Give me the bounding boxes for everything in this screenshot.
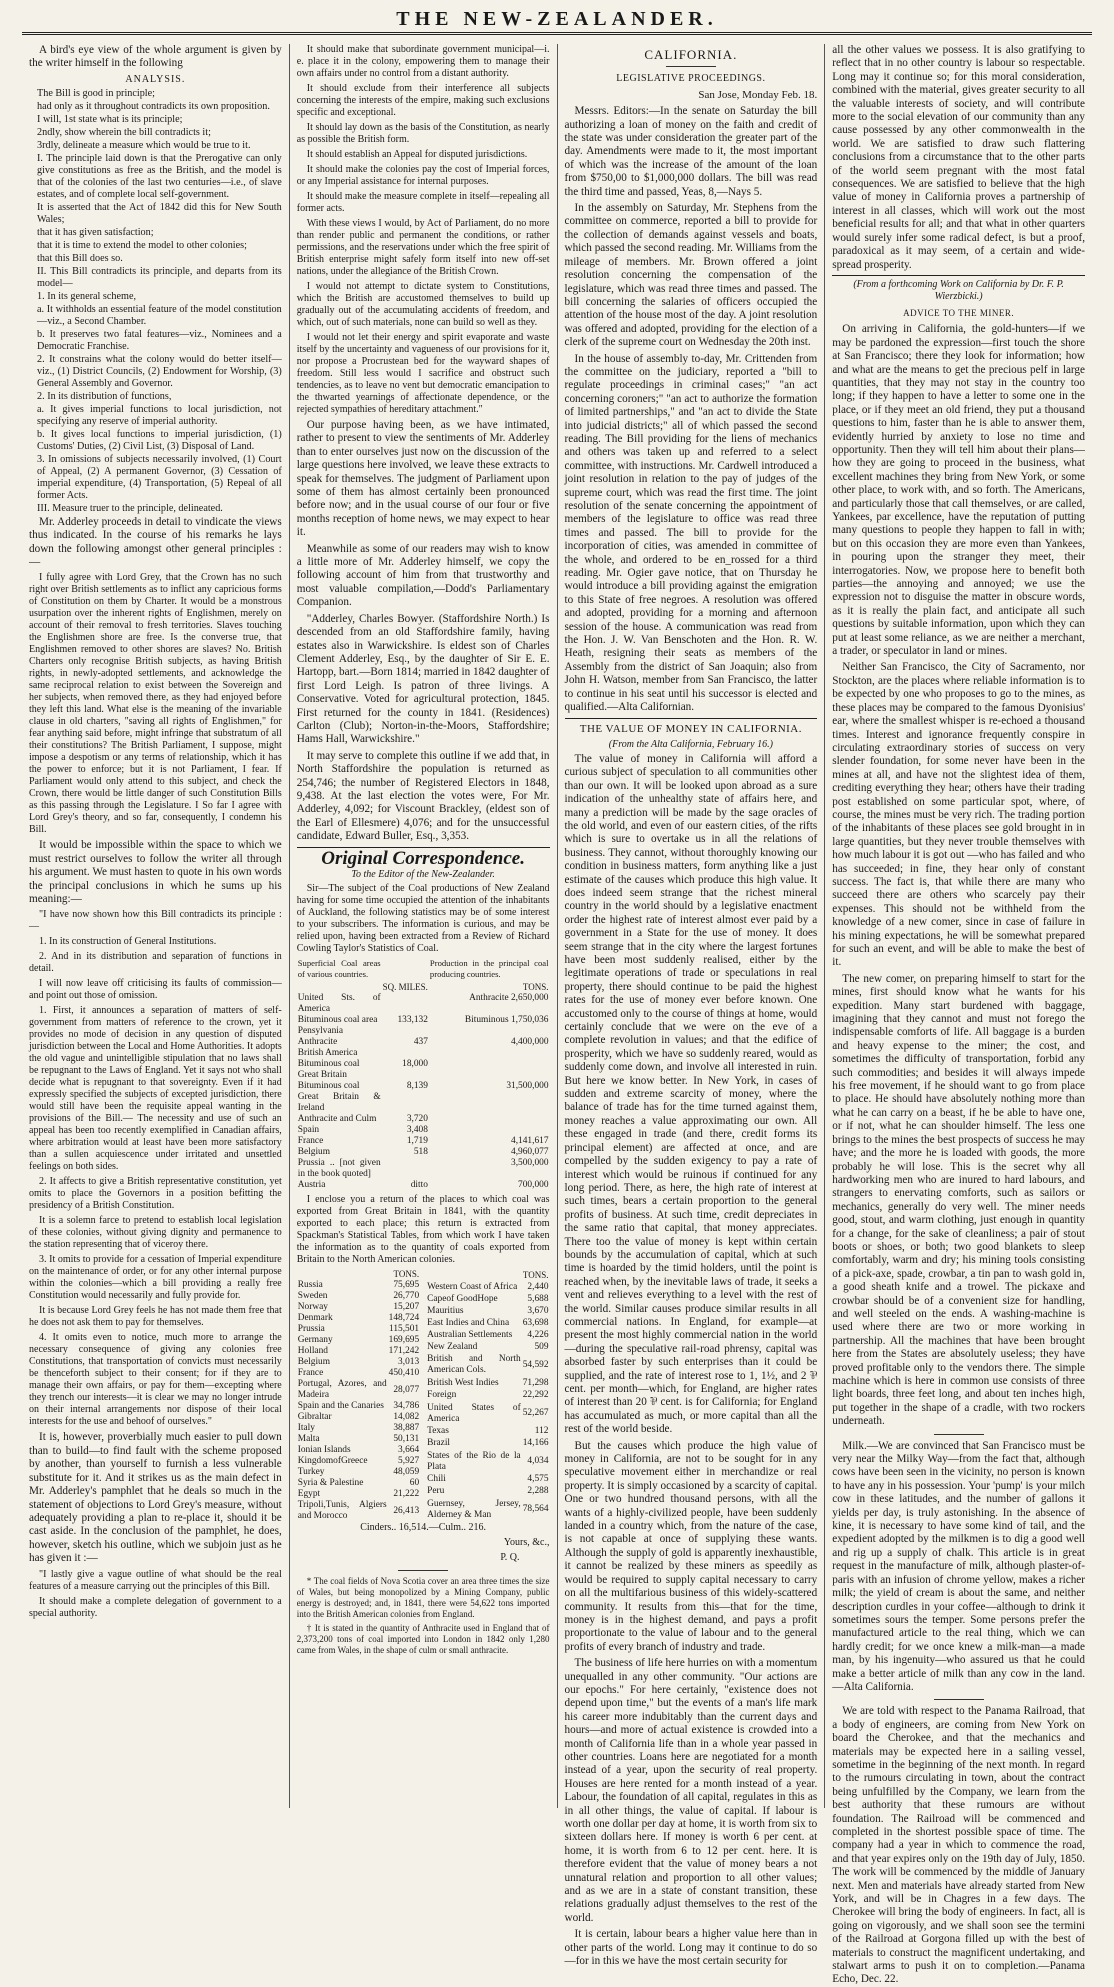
separator	[934, 1699, 984, 1700]
analysis-heading: ANALYSIS.	[125, 73, 186, 85]
analysis-item: b. It gives local functions to imperial jurisdiction, (1) Customs' Duties, (2) Civil List, (3) Disposal of Land.	[37, 428, 282, 452]
col1-quote: It should make a complete delegation of government to a special authority.	[29, 1595, 282, 1619]
export-row	[297, 1280, 420, 1291]
table-unit: SQ. MILES.	[382, 982, 428, 992]
table-cell-area	[382, 1048, 429, 1059]
table-cell-production	[429, 1114, 550, 1125]
signoff: P. Q.	[500, 1552, 520, 1564]
col3-paragraph: It is certain, labour bears a higher value here than in other parts of the world. Long may it continue to do so—for in this we have the most certain security for	[564, 1928, 818, 1968]
table-row	[297, 1015, 550, 1026]
table-unit: TONS.	[522, 982, 549, 992]
analysis-item: I will, 1st state what is its principle;	[37, 113, 183, 125]
export-row	[297, 1335, 420, 1346]
exports-right-table	[426, 1269, 549, 1522]
export-row	[297, 1313, 420, 1324]
export-tons: 14,082	[393, 1412, 420, 1422]
table-cell-country: Spain	[297, 1125, 320, 1135]
export-row	[426, 1389, 549, 1401]
col2-item: It should make that subordinate government municipal—i. e. place it in the colony, empowering them to manage their own affairs under no control from a distant authority.	[296, 44, 550, 79]
export-place: British West Indies	[427, 1377, 499, 1388]
export-tons: 38,887	[393, 1423, 420, 1433]
export-row	[297, 1412, 420, 1423]
col2-item: It should make the colonies pay the cost of Imperial forces, or any Imperial assistance for internal purposes.	[296, 164, 550, 187]
export-tons: 4,226	[527, 1329, 549, 1340]
masthead-rule	[22, 32, 1092, 35]
col1-quote: "I lastly give a vague outline of what should be the real features of a measure carrying out the principles of this Bill.	[29, 1568, 282, 1592]
col1-intro: A bird's eye view of the whole argument is given by the writer himself in the following	[29, 44, 282, 70]
columns	[22, 44, 1092, 1986]
table-cell-country: Bituminous coal area	[297, 1015, 378, 1025]
table-cell-production	[429, 1048, 550, 1059]
col2-paragraph: Meanwhile as some of our readers may wish to know a little more of Mr. Adderley himself, we copy the following account of him from that trustworthy and most valuable compilation,—Dodd's Parliamentary Companion.	[296, 542, 550, 609]
table-cell-production	[429, 1059, 550, 1070]
export-place: Tripoli,Tunis, Algiers and Morocco	[297, 1500, 387, 1521]
analysis-item: 2. It constrains what the colony would do better itself—viz., (1) District Councils, (2) Endowment for Worship, (3) General Assembly and Governor.	[37, 353, 282, 389]
export-place: Gibraltar	[297, 1412, 332, 1422]
export-place: Belgium	[297, 1357, 331, 1367]
legislative-heading: LEGISLATIVE PROCEEDINGS.	[616, 73, 766, 85]
export-tons: 2,440	[527, 1281, 549, 1292]
export-row	[297, 1467, 420, 1478]
table-cell-country: Great Britain	[297, 1070, 347, 1080]
export-place: Denmark	[297, 1313, 333, 1323]
table-cell-country: France	[297, 1136, 324, 1146]
table-row	[297, 1092, 550, 1114]
col1-quote-item: It is a solemn farce to pretend to establish local legislation of these colonies, without giving dignity and permanence to the station representing that of viceroy there.	[29, 1215, 282, 1251]
table-cell-country: Bituminous coal	[297, 1081, 360, 1091]
export-tons: 3,013	[398, 1357, 420, 1367]
analysis-item: 3rdly, delineate a measure which would be true to it.	[37, 139, 251, 151]
table-cell-country: Prussia .. [not given in the book quoted]	[297, 1158, 381, 1179]
column-2	[290, 44, 558, 1808]
col2-item: It should exclude from their interference all subjects concerning the interests of the empire, making such exclusions specific and exceptional.	[296, 83, 550, 118]
export-tons: 60	[409, 1478, 420, 1488]
export-place: Spain and the Canaries	[297, 1401, 384, 1411]
export-place: Mauritius	[427, 1305, 464, 1316]
col2-item: I would not attempt to dictate system to Constitutions, which the British are accustomed themselves to build up gradually out of the accumulating accidents of freedom, and which, out of such materials, none can build so well as they.	[296, 281, 550, 328]
col4-paragraph: The new comer, on preparing himself to start for the mines, first should know what he wants for his expedition. Many start burdened with baggage, imagining that they cannot and must not forego the indispensable comforts of life. All baggage is a burden and heavy expense to the miner; the cost, and sometimes the difficulty of transportation, forbid any such commodities; and besides it will always impede his free movement, if he should want to go from place to place. He should have absolutely nothing more than what he can carry on a beast, if he be able to have one, or if not, what he can shoulder himself. The less one brings to the mines the best prospects of success he may have; and the more he is loaded with goods, the more probably he will lose. This is the secret why all hardworking men who are inured to hard labours, and strangers to enervating comforts, such as sailors or mechanics, generally do very well. The miner needs good, stout, and warm clothing, just enough in quantity for a change, for the sake of cleanliness; a pair of stout boots or shoes, or both; two good blankets to sleep comfortably, warm and dry; his mining tools consisting of a pick-axe, spade, crowbar, a tin pan to wash gold in, a good sheath knife and a trowel. The pickaxe and crowbar should be of a convenient size for handling, and well steeled on the ends. A washing-machine is used where there are two or more working in partnership. All the machines that have been brought here from the States are absolutely useless; they have proved profitable only to the vendors there. The simple machine which is here in common use consists of three light boards, three feet long, and about ten inches high, put together in the shape of a cradle, with two rockers underneath.	[832, 972, 1085, 1428]
export-tons: 52,267	[522, 1408, 549, 1419]
table-row	[297, 1114, 550, 1125]
export-tons: 15,207	[393, 1302, 420, 1312]
export-place: Capeof GoodHope	[427, 1293, 498, 1304]
railroad-paragraph: We are told with respect to the Panama Railroad, that a body of engineers, are coming from New York on board the Cherokee, and that the mechanics and materials may be expected here in a sailing vessel, sometime in the beginning of the next month. In regard to the rumours circulating in town, about the contract being unfulfilled by the Company, we learn from the best authority that these rumours are without foundation. The Railroad will be commenced and completed in the shortest possible space of time. The company had a year in which to commence the road, and that year expires only on the 19th day of July, 1850. The work will be commenced by the middle of January next. Men and materials have already started from New York, and will be in Chagres in a few days. The Cherokee will bring the body of engineers. In fact, all is going on vigorously, and we shall soon see the termini of the Railroad at Gorgona filled up with the best of materials to construct the magnificent undertaking, and stalwart arms to push it on to completion.—Panama Echo, Dec. 22.	[832, 1705, 1085, 1986]
export-tons: 450,410	[388, 1368, 420, 1378]
export-tons: 54,592	[522, 1359, 549, 1370]
export-tons: 4,575	[527, 1474, 549, 1485]
table-cell-area: 18,000	[402, 1059, 428, 1069]
analysis-item: that it has given satisfaction;	[37, 226, 154, 238]
col3-paragraph: The value of money in California will afford a curious subject of speculation to all communities other than our own. It will be looked upon abroad as a sure indication of the unhealthy state of affairs here, and many a prediction will be made by the sage oracles of the old world, and even of our eastern cities, of the rifts which is sure to overtake us in all the relations of business. They cannot, without thoroughly knowing our condition in business matters, form anything like a just estimate of the causes which produce this high value. It does indeed seem strange that the richest mineral country in the world should by a legislative enactment order the highest rate of interest almost ever paid by a government in a State for the use of money. It does seem strange that in the city where the largest fortunes have been most suddenly realised, either by the legitimate operations of trade or speculations in real property, there should continue to be paid the highest rates for the use of money ever before known. One accustomed only to the course of things at home, would certainly conclude that we were on the eve of a complete revolution in values; and that the edifice of prosperity, which we have so suddenly reared, would as suddenly come down, and involve all interested in ruin. But here we know better. In New York, in cases of sudden and extreme scarcity of money, where the balance of trade has for the time turned against them, money reaches a value approximating our own. All these engaged in trade (and there, credit forms its principal element) are affected at once, and are compelled by the sudden exigency to pay a rate of interest which would be ruinous if continued for any long period. There, as here, the high rate of interest at such times, bears a certain proportion to the general profits of business. At such time, credit depreciates in the same ratio that capital, that money appreciates. There too the value of money is kept within certain bounds by the accumulation of capital, which at such time is hoarded by the timid holders, until the point is reached when, by the inevitable laws of trade, it seeks a vent and relieves everything to a level with the rest of the world. Similar causes produce similar results in all commercial nations. In England, for example—at present the most highly commercial nation in the world—during the speculative rail-road phrensy, capital was absorbed faster by such enterprises than it could be supplied, and the rate of interest rose to 1, 1½, and 2 ⅌ cent. per month—which, for England, are higher rates of interest than 20 ⅌ cent. is for California; for England has accumulated as much, or more capital than all the rest of the world beside.	[564, 752, 818, 1436]
export-row	[297, 1456, 420, 1467]
table-header: Superficial Coal areas of various countries.	[297, 958, 381, 979]
export-place: Holland	[297, 1346, 328, 1356]
coal-area-table	[297, 958, 550, 1191]
analysis-item: III. Measure truer to the principle, delineated.	[37, 502, 223, 514]
export-tons: 78,564	[522, 1504, 549, 1515]
masthead: THE NEW-ZEALANDER.	[396, 8, 718, 30]
table-row	[297, 1180, 550, 1191]
export-place: Egypt	[297, 1489, 321, 1499]
table-cell-country: Anthracite and Culm	[297, 1114, 377, 1124]
export-place: KingdomofGreece	[297, 1456, 368, 1466]
col4-paragraph: On arriving in California, the gold-hunters—if we may be pardoned the expression—first touch the shore at San Francisco; there they look for information; how and what are the means to get the precious pelf in large quantities, that they may not stay in the country too long; if they happen to have a letter to some one in the place, or if they meet an old friend, they put a thousand questions to him, faster than he is able to answer them, evidently hurried by anxiety to lose no time and opportunity. Then they will tell him about their plans—how they are going to proceed in the business, what excellent machines they bring from New York, or some other place, to work with, and so forth. The Americans, and particularly those that call themselves, or are called, Yankees, par excellence, have the reputation of putting many questions to people they happen to fall in with; but on this occasion they are more even than Yankees, in pouring upon the stranger they meet, their interrogatories. Now, we propose here to benefit both parties—the annoying and annoyed; we use the expression not to disguise the matter in obscure words, as it is really the plain fact, and anticipate all such questions by suitable information, upon which they can put at least some reliance, as we are neither a merchant, a trader, or speculator in land or mines.	[832, 323, 1085, 658]
export-tons: 115,501	[389, 1324, 420, 1334]
export-tons: 22,292	[522, 1389, 549, 1400]
column-1	[22, 44, 290, 1808]
analysis-item: had only as it throughout contradicts its own proposition.	[37, 100, 270, 112]
analysis-item: a. It gives imperial functions to local jurisdiction, not specifying any reserve of imperial authority.	[37, 403, 282, 427]
export-row	[297, 1423, 420, 1434]
export-place: Germany	[297, 1335, 333, 1345]
table-cell-area: 1,719	[406, 1136, 428, 1146]
analysis-item: a. It withholds an essential feature of the model constitution—viz., a Second Chamber.	[37, 303, 282, 327]
export-row	[297, 1346, 420, 1357]
export-row	[426, 1353, 549, 1377]
col2-paragraph: Our purpose having been, as we have intimated, rather to present to view the sentiments of Mr. Adderley than to enter ourselves just now on the discussion of the large questions here involved, we leave these extracts to speak for themselves. The judgment of Parliament upon some of them has almost certainly been pronounced before now; and in the usual course of our four or five months reception of home news, we may expect to hear it.	[296, 419, 550, 539]
export-tons: 3,670	[527, 1305, 549, 1316]
source-line: (From the Alta California, February 16.)	[608, 738, 773, 750]
export-place: New Zealand	[427, 1341, 478, 1352]
export-place: Australian Settlements	[427, 1329, 513, 1340]
table-row	[297, 1125, 550, 1136]
export-place: Western Coast of Africa	[427, 1281, 518, 1292]
table-cell-country: Anthracite	[297, 1037, 338, 1047]
col3-paragraph: The business of life here hurries on with a momentum unequalled in any other community. "Our actions are our epochs." For here certainly, "existence does not depend upon time," but the events of a man's life mark his career more indubitably than the current days and hours—and more of actual existence is crowded into a month of California life than in a whole year passed in other countries. Loans here are negotiated for a month instead of a year, upon the security of real property. Houses are here rented for a month instead of a year. Labour, the foundation of all capital, regulates in this as in all other things, the value of capital. If labour is worth one dollar per day at home, it is worth from six to sixteen dollars here. If money is worth 6 per cent. at home, it is worth from 6 to 12 per cent. here. It is therefore evident that the value of money bears a not unnatural relation and proportion to all other values; and as we are in a state of constant transition, these relations gradually adjust themselves to the rest of the world.	[564, 1657, 818, 1924]
table-row	[297, 1158, 550, 1180]
export-tons: 5,927	[398, 1456, 420, 1466]
export-place: Texas	[427, 1426, 449, 1437]
table-cell-area: 3,408	[406, 1125, 428, 1135]
advice-heading: ADVICE TO THE MINER.	[903, 307, 1015, 318]
export-row	[426, 1402, 549, 1426]
export-row	[297, 1324, 420, 1335]
analysis-item: II. This Bill contradicts its principle, and departs from its model—	[37, 265, 282, 289]
table-row	[297, 1136, 550, 1147]
export-tons: 171,242	[388, 1346, 420, 1356]
table-cell-production	[429, 1125, 550, 1136]
table-cell-area: 3,720	[406, 1114, 428, 1124]
export-place: Turkey	[297, 1467, 325, 1477]
table-cell-production: Anthracite 2,650,000	[469, 993, 549, 1003]
export-tons: 2,288	[527, 1486, 549, 1497]
table-row	[297, 1048, 550, 1059]
exports-total: Cinders.. 16,514.—Culm.. 216.	[360, 1522, 487, 1533]
col2-paragraph: It may serve to complete this outline if we add that, in North Staffordshire the population is returned as 254,746; the number of Registered Electors in 1848, 9,438. At the last election the votes were, For Mr. Adderley, 4,092; for Viscount Brackley, (eldest son of the Earl of Ellesmere) 4,076; and for the unsuccessful candidate, Edward Buller, Esq., 3,353.	[296, 749, 550, 843]
analysis-item: 1. In its general scheme,	[37, 290, 137, 302]
export-place: Malta	[297, 1434, 320, 1444]
export-place: East Indies and China	[427, 1317, 510, 1328]
yours: Yours, &c.,	[503, 1537, 550, 1548]
export-tons: 48,059	[393, 1467, 420, 1477]
table-cell-production	[429, 1070, 550, 1081]
export-row	[426, 1474, 549, 1486]
export-place: Norway	[297, 1302, 328, 1312]
export-place: Ionian Islands	[297, 1445, 351, 1455]
col4-paragraph: all the other values we possess. It is also gratifying to reflect that in no other country is labour so respectable. Long may it continue so; for this moral consideration, combined with the material, gives greater security to all the valuable interests of society, and will contribute more to the social elevation of our community than any cause possessed by any other commonwealth in the world. We are satisfied to draw such flattering conclusions from a circumstance that to the other parts of the world seem pregnant with the most fatal consequences. We are satisfied to believe that the high value of money in California proves a partnership of interest in all classes, which will work out the most beneficial results for all; and that what in other quarters would surely infer some radical defect, is but a proof, paradoxical as it may seem, of a certain and wide-spread prosperity.	[832, 44, 1085, 271]
table-row	[297, 1081, 550, 1092]
exports-tables	[297, 1269, 550, 1522]
col1-quote-item: 3. It omits to provide for a cessation of Imperial expenditure on the maintenance of order, or for any other internal purpose within the colonies—which a bill providing a really free Constitution would necessarily and fully provide for.	[29, 1254, 282, 1302]
export-tons: 34,786	[393, 1401, 420, 1411]
col1-quote-item: It is because Lord Grey feels he has not made them free that he does not ask them to pay for themselves.	[29, 1305, 282, 1329]
col1-quote-item: 1. In its construction of General Institutions.	[39, 936, 217, 948]
export-row	[426, 1377, 549, 1389]
table-cell-area: 437	[413, 1037, 428, 1047]
col1-quote-item: 2. It affects to give a British representative constitution, yet omits to place the Governors in a position befitting the presidency of a British Constitution.	[29, 1176, 282, 1212]
export-tons: 63,698	[522, 1317, 549, 1328]
col2-item: It should establish an Appeal for disputed jurisdictions.	[306, 149, 528, 160]
col2-item: It should lay down as the basis of the Constitution, as nearly as possible the British form.	[296, 122, 550, 145]
export-row	[297, 1291, 420, 1302]
table-row	[297, 1070, 550, 1081]
table-row	[297, 1037, 550, 1048]
export-tons: 21,222	[393, 1489, 420, 1499]
export-row	[297, 1401, 420, 1412]
section-rule	[565, 718, 818, 719]
letter-text: Sir—The subject of the Coal productions of New Zealand having for some time occupied the attention of the inhabitants of Auckland, the following statistics may be of some interest to your subscribers. The information is curious, and may be relied upon, having been extracted from a Review of Richard Cowling Taylor's Statistics of Coal.	[296, 883, 550, 954]
table-cell-production: 3,500,000	[511, 1158, 549, 1168]
export-tons: 75,695	[393, 1280, 420, 1290]
export-row	[426, 1341, 549, 1353]
export-tons: 50,131	[393, 1434, 420, 1444]
export-row	[426, 1305, 549, 1317]
section-rule	[832, 275, 1085, 276]
export-place: United States of America	[427, 1402, 521, 1424]
table-row	[297, 1026, 550, 1037]
col1-paragraph: Mr. Adderley proceeds in detail to vindicate the views thus indicated. In the course of his remarks he lays down the following amongst other general principles :—	[29, 515, 282, 569]
export-row	[426, 1450, 549, 1474]
export-row	[297, 1489, 420, 1500]
export-row	[297, 1500, 420, 1522]
export-place: Guernsey, Jersey, Alderney & Man	[427, 1498, 521, 1520]
col1-quote: "I have now shown how this Bill contradicts its principle :—	[29, 909, 282, 933]
table-cell-area	[382, 1070, 429, 1081]
export-tons: 509	[534, 1341, 549, 1352]
col3-paragraph: In the house of assembly to-day, Mr. Crittenden from the committee on the judiciary, reported a "bill to regulate proceedings in criminal cases;" "an act concerning coroners;" "an act to authorize the formation of limited partnerships," and "an act to divide the State into judicial districts;" all of which passed the second reading. The Bill providing for the liens of mechanics and others was taken up and referred to a select committee, with instructions. Mr. Cardwell introduced a joint resolution in relation to the pay of judges of the supreme court, which was read the first time. The joint resolution of the senate concerning the appointment of members of the legislature to office was read three times and passed. The bill to provide for the incorporation of cities, was amended in committee of the whole, and ordered to be en_rossed for a third reading. Mr. Ogier gave notice, that on Thursday he would introduce a bill providing against the emigration to this State of free negroes. A resolution was offered and adopted, providing for a morning and afternoon session of the house. A communication was read from the Hon. J. W. Van Benschoten and the Hon. R. W. Heath, resigning their seats as members of the Assembly from the district of San Joaquin; also from John H. Watson, member from San Francisco, the latter to continue in his seat until his successor is elected and qualified.—Alta Californian.	[564, 352, 818, 714]
milk-paragraph: Milk.—We are convinced that San Francisco must be very near the Milky Way—from the fact that, although cows have been seen in the vicinity, no person is known to have any in his possession. Your 'pump' is your milch cow in these latitudes, and the number of gallons it yields per day, is truly astonishing. In the absence of kine, it is necessary to have some kind of tail, and the expedient adopted by the milkmen is to dig a good well and rig up a supply of chalk. This article is in great request in the manufacture of milk, although plaster-of-paris with an infusion of chrome yellow, makes a richer milk; the yield of cream is about the same, and neither description curdles in your coffee—although to drink it sometimes sours the temper. Some persons prefer the manufactured article to the real thing, which we can hardly credit; for we once knew a milk-man—a made man, by his ingenuity—who assured us that he could make a better article of milk than any cow in the land.—Alta California.	[832, 1439, 1085, 1693]
export-place: Brazil	[427, 1438, 451, 1449]
col1-quote-item: 4. It omits even to notice, much more to arrange the necessary consequence of giving any colonies free Constitutions, that transportation of convicts must necessarily be thenceforth subject to their consent; for if they are to manage their own affairs, or pay for them—excepting where they trench our interests—it is clear we may no longer intrude on their internal arrangements nor dispose of their local interests for the use and behoof of ourselves."	[29, 1332, 282, 1428]
table-cell-area: 8,139	[406, 1081, 428, 1091]
export-row	[297, 1368, 420, 1379]
export-place: States of the Rio de la Plata	[427, 1450, 521, 1472]
export-place: Peru	[427, 1486, 445, 1497]
correspondence-heading: Original Correspondence.	[321, 847, 525, 869]
analysis-item: I. The principle laid down is that the Prerogative can only give constitutions as free as the British, and the model is that of the colonies of the last two centuries—i.e., of slave estates, and of complete local self-government.	[37, 152, 282, 200]
export-tons: 26,770	[393, 1291, 420, 1301]
separator	[398, 1570, 448, 1571]
col3-paragraph: Messrs. Editors:—In the senate on Saturday the bill authorizing a loan of money on the faith and credit of the state was under consideration the greater part of the day. Amendments were made to it, the most important of which was the increase of the amount of the loan from $750,00 to $1,000,000 dollars. The bill was read the third time and passed, Yeas, 8,—Nays 5.	[564, 105, 818, 198]
table-cell-country: Bituminous coal	[297, 1059, 360, 1069]
export-place: Syria & Palestine	[297, 1478, 364, 1488]
export-row	[426, 1438, 549, 1450]
footnote: * The coal fields of Nova Scotia cover an area three times the size of Wales, but being monopolized by a Mining Company, public energy is destroyed; and, in 1841, there were 54,622 tons imported into the British American colonies from England.	[296, 1575, 550, 1619]
table-header: Production in the principal coal producing countries.	[429, 958, 549, 979]
table-row	[297, 993, 550, 1015]
analysis-item: The Bill is good in principle;	[37, 87, 155, 99]
col3-paragraph: In the assembly on Saturday, Mr. Stephens from the committee on commerce, reported a bill to provide for the collection of demands against vessels and boats, which passed the second reading. Mr. Williams from the mileage of members. Mr. Brown offered a joint resolution concerning the compensation of the legislature, which was read three times and passed. The bill concerning the salaries of officers occupied the attention of the house most of the day. A joint resolution was offered and adopted, providing for the election of a clerk of the supreme court on Wednesday the 20th inst.	[564, 202, 818, 349]
export-row	[297, 1302, 420, 1313]
source-line: (From a forthcoming Work on California by Dr. F. P. Wierzbicki.)	[853, 278, 1064, 302]
california-heading: CALIFORNIA.	[644, 47, 738, 62]
export-tons: 14,166	[522, 1438, 549, 1449]
exports-left-table	[297, 1269, 420, 1522]
export-tons: 4,034	[527, 1456, 549, 1467]
col2-paragraph: "Adderley, Charles Bowyer. (Staffordshire North.) Is descended from an old Staffordshire family, having estates also in Warwickshire. Is eldest son of Charles Clement Adderley, Esq., by the daughter of Sir E. E. Hartopp, bart.—Born 1814; married in 1842 daughter of first Lord Leigh. Is patron of three livings. A Conservative. Voted for agricultural protection, 1845. First returned for the county in 1841. (Residences) Carlton (Club); Norton-in-the-Moors, Staffordshire; Hams Hall, Warwickshire."	[296, 612, 550, 746]
table-cell-country: British America	[297, 1048, 358, 1058]
table-cell-country: United Sts. of America	[297, 993, 381, 1014]
export-place: Sweden	[297, 1291, 328, 1301]
export-place: France	[297, 1368, 324, 1378]
col4-paragraph: Neither San Francisco, the City of Sacramento, nor Stockton, are the places where reliable information is to be expected by one who proposes to go to the mines, as these places may be compared to the famous Dyonisius' ear, where the smallest whisper is re-echoed a thousand times. Interest and ignorance frequently conspire in circulating extraordinary stories of success on very slender foundation, for some never have been in the mines at all, and have not the slightest idea of them, crediting everything they hear; others have their trading post established on some particular spot, where, of course, the mines must be very rich. The trading portion of the inhabitants of these places see gold brought in in large quantities, but they never trouble themselves with how much labour it is got out —who has failed and who has succeeded; in fine, they hear only of constant success. The fact is, that while there are many who succeed there are others who scarcely pay their expenses. This should not be withheld from the knowledge of a new comer, since in case of failure in his mining expectations, he will be somewhat prepared for such an event, and will be able to make the best of it.	[832, 661, 1085, 969]
table-cell-area: ditto	[410, 1180, 428, 1190]
export-row	[426, 1498, 549, 1522]
table-cell-production: 4,400,000	[511, 1037, 549, 1047]
analysis-item: that it is time to extend the model to other colonies;	[37, 239, 247, 251]
separator	[934, 1434, 984, 1435]
analysis-item: 2ndly, show wherein the bill contradicts it;	[37, 126, 211, 138]
export-tons: 148,724	[388, 1313, 420, 1323]
table-cell-country: Pensylvania	[297, 1026, 344, 1036]
table-cell-production: Bituminous 1,750,036	[464, 1015, 549, 1025]
table-cell-country: Great Britain & Ireland	[297, 1092, 381, 1113]
table-cell-production	[429, 1092, 550, 1114]
footnote: † It is stated in the quantity of Anthracite used in England that of 2,373,200 tons of coal imported into London in 1842 only 1,280 came from Wales, in the shape of culm or small anthracite.	[296, 1622, 550, 1655]
export-row	[426, 1293, 549, 1305]
analysis-item: 3. In omissions of subjects necessarily involved, (1) Court of Appeal, (2) A permanent Governor, (3) Cessation of imperial expenditure, (4) Transportation, (5) Repeal of all former Acts.	[37, 453, 282, 501]
col1-paragraph: It is, however, proverbially much easier to pull down than to build—to find fault with the scheme proposed by another, than yourself to furnish a less vulnerable substitute for it. And it strikes us as the main defect in Mr. Adderley's pamphlet that he deals so much in the statement of objections to Lord Grey's measure, without adequately providing a plan to re-place it, should it be cast aside. In the conclusion of the pamphlet, he does, however, sketch his outline, which we subjoin just as he has given it :—	[29, 1431, 282, 1565]
table-cell-production: 31,500,000	[506, 1081, 549, 1091]
export-tons: 28,077	[393, 1384, 420, 1395]
export-tons: 5,688	[527, 1293, 549, 1304]
table-cell-area	[382, 993, 429, 1015]
export-tons: 169,695	[388, 1335, 420, 1345]
export-tons: 26,413	[393, 1505, 420, 1516]
export-place: British and North American Cols.	[427, 1354, 521, 1376]
table-cell-area	[382, 1158, 429, 1180]
col1-quote-item: 2. And in its distribution and separation of functions in detail.	[29, 951, 282, 975]
analysis-list	[29, 88, 282, 515]
to-editor: To the Editor of the New-Zealander.	[351, 869, 495, 880]
col2-item: It should make the measure complete in itself—repealing all former acts.	[296, 191, 550, 214]
export-row	[426, 1486, 549, 1498]
export-row	[426, 1329, 549, 1341]
col3-paragraph: But the causes which produce the high value of money in California, are not to be sought for in any speculative movement either in merchandize or real property. It is simply occasioned by a scarcity of capital. One or two hundred thousand persons, with all the wants of a highly-civilized people, have been suddenly landed in a country which, from the nature of the case, is not capable at once of supplying these wants. Although the supply of gold is apparently inexhaustible, it cannot be realized by these miners as speedily as would be required to supply capital necessary to carry on all the multifarious business of this widely-scattered community. It results from this—that for the time, money is in the highest demand, and pays a profit proportionate to the value of labour and to the general profits of every branch of industry and trade.	[564, 1439, 818, 1653]
export-place: Italy	[297, 1423, 315, 1433]
dateline: San Jose, Monday Feb. 18.	[698, 88, 818, 101]
analysis-item: It is asserted that the Act of 1842 did this for New South Wales;	[37, 201, 282, 225]
value-of-money-heading: THE VALUE OF MONEY IN CALIFORNIA.	[579, 722, 802, 735]
table-cell-area	[382, 1092, 429, 1114]
table-cell-production: 700,000	[518, 1180, 549, 1190]
table-row	[297, 1059, 550, 1070]
separator	[666, 66, 716, 67]
export-row	[426, 1317, 549, 1329]
export-tons: 112	[534, 1426, 549, 1437]
table-cell-country: Austria	[297, 1180, 326, 1190]
export-place: Russia	[297, 1280, 323, 1290]
export-place: Foreign	[427, 1389, 457, 1400]
export-tons: 3,664	[398, 1445, 420, 1455]
table-cell-production	[429, 1026, 550, 1037]
col2-item: With these views I would, by Act of Parliament, do no more than render public and permanent the conditions, or rather permissions, and the reservations under which the free spirit of British enterprise might safely form itself into new off-set nations, under the allegiance of the British Crown.	[296, 218, 550, 277]
export-tons: 71,298	[522, 1377, 549, 1388]
export-row	[297, 1445, 420, 1456]
table-cell-country: Belgium	[297, 1147, 331, 1157]
col1-paragraph: It would be impossible within the space to which we must restrict ourselves to follow the writer all through his argument. We must hasten to quote in his own words the principal conclusions in which he sums up his meaning:—	[29, 839, 282, 906]
analysis-item: b. It preserves two fatal features—viz., Nominees and a Democratic Franchise.	[37, 328, 282, 352]
export-row	[297, 1478, 420, 1489]
export-row	[426, 1281, 549, 1293]
table-cell-production: 4,141,617	[511, 1136, 549, 1146]
tons-label: TONS.	[393, 1269, 420, 1279]
table-row	[297, 1147, 550, 1158]
col2-item: I would not let their energy and spirit evaporate and waste itself by the uncertainty and vagueness of our provisions for it, nor propose a Procrustean bed for the wayward shapes of freedom. Still less would I sacrifice and obstruct such tendencies, as to leave no vent but democratic emancipation to the thwarted yearnings of affectionate dependence, or the rejected sympathies of hereditary attachment."	[296, 332, 550, 415]
export-row	[426, 1426, 549, 1438]
column-3	[558, 44, 826, 1968]
export-row	[297, 1379, 420, 1401]
table-cell-area: 133,132	[397, 1015, 428, 1025]
export-place: Portugal, Azores, and Madeira	[297, 1379, 387, 1400]
col1-quote-item: I will now leave off criticising its faults of commission—and point out those of omission.	[29, 978, 282, 1002]
export-place: Prussia	[297, 1324, 325, 1334]
col1-quote: I fully agree with Lord Grey, that the Crown has no such right over British settlements as to inflict any capricious forms of Constitution on them by Charter. It would be a monstrous usurpation over the inherent rights of Englishmen, merely on account of their removal to fresh territories. Slaves touching the Englishmen shore are free. Is the converse true, that Englishmen removed to other shores are slaves? No. British Charters only recognise British subjects, as having British rights, in newly-adopted settlements, and acknowledge the same reciprocal relation to exist between the Sovereign and her subjects, when removed there, as they had enjoyed before they left this land. What else is the meaning of the invariable clause in old charters, "saving all rights of Englishmen," for fear anything said before, might infringe that substratum of all their constitutions? The British Parliament, I suppose, might impose a despotism or any terms of relationship, which it has the power to enforce; but it is not Parliament, I fear. If Parliament would only attend to this subject, and check the Crown, there would be little danger of such Constitution Bills as this passing through the Legislature. I So far I agree with Lord Grey's theory, and so far, consequently, I condemn his Bill.	[29, 572, 282, 836]
table-cell-area	[382, 1026, 429, 1037]
table-cell-production: 4,960,077	[511, 1147, 549, 1157]
col1-quote-item: 1. First, it announces a separation of matters of self-government from matters of reference to the crown, yet it provides no mode of decision in any question of disputed jurisdiction between the Local and Home Authorities. It adopts the old vague and unintelligible stipulation that no laws shall be repugnant to the Laws of England. Yet it says not who shall decide what is repugnant to that sovereignty. Even if it had expressly specified the subjects of excepted jurisdiction, there would still have been the requisite appeal wanting in the provisions of the Bill.— The necessity and use of such an appeal has been too recently exemplified in Canadian affairs, where arbitration would at least have been more satisfactory than a sullen acquiescence under irritated and unsettled feelings on both sides.	[29, 1005, 282, 1173]
export-row	[297, 1357, 420, 1368]
export-place: Chili	[427, 1474, 446, 1485]
table-cell-area: 518	[413, 1147, 428, 1157]
analysis-item: 2. In its distribution of functions,	[37, 390, 172, 402]
analysis-item: that this Bill does so.	[37, 252, 123, 264]
tons-label: TONS.	[522, 1269, 549, 1280]
after-table-text: I enclose you a return of the places to which coal was exported from Great Britain in 1841, with the quantity exported to each place; this return is extracted from Spackman's Statistical Tables, from which work I have taken the information as to the quantity of coals exported from Britain to the North American colonies.	[296, 1194, 550, 1265]
column-4	[825, 44, 1092, 1986]
export-row	[297, 1434, 420, 1445]
